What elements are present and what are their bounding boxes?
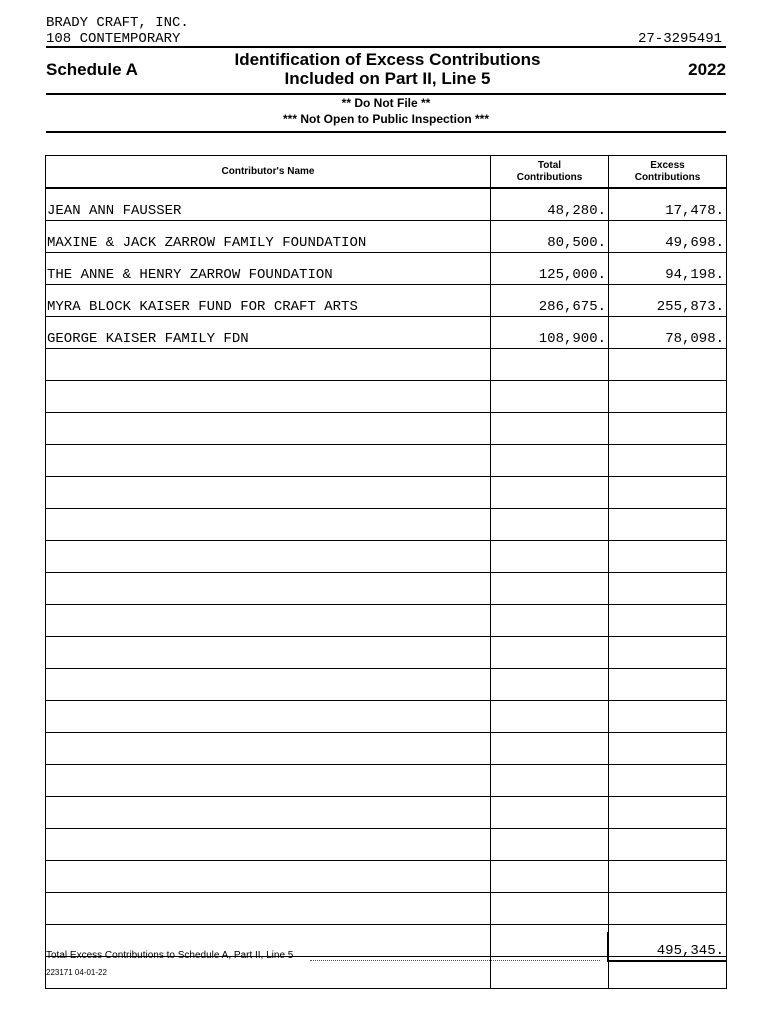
table-row: [46, 637, 727, 669]
table-row: [46, 445, 727, 477]
total-cell: [491, 925, 609, 957]
table-row: [46, 861, 727, 893]
excess-cell: [609, 637, 727, 669]
name-cell: JEAN ANN FAUSSER: [46, 188, 491, 221]
name-cell: [46, 509, 491, 541]
col-header-name: Contributor's Name: [46, 156, 491, 189]
leader-dots: [310, 960, 600, 961]
schedule-label: Schedule A: [46, 60, 138, 79]
excess-cell: [609, 573, 727, 605]
total-cell: 125,000.: [491, 253, 609, 285]
total-cell: 48,280.: [491, 188, 609, 221]
table-row: [46, 381, 727, 413]
total-cell: [491, 637, 609, 669]
tax-year: 2022: [688, 60, 726, 79]
org-line-2: 108 CONTEMPORARY: [46, 31, 181, 47]
total-cell: [491, 477, 609, 509]
excess-cell: [609, 733, 727, 765]
name-cell: [46, 637, 491, 669]
name-cell: [46, 733, 491, 765]
excess-cell: 17,478.: [609, 188, 727, 221]
name-cell: [46, 445, 491, 477]
table-row: [46, 349, 727, 381]
col-header-total: Total Contributions: [491, 156, 609, 189]
notice-line-1: ** Do Not File **: [341, 96, 431, 110]
name-cell: [46, 797, 491, 829]
table-row: [46, 765, 727, 797]
total-label: Total Excess Contributions to Schedule A, Part II, Line 5: [46, 950, 294, 961]
excess-cell: [609, 509, 727, 541]
title-line-2: Included on Part II, Line 5: [284, 69, 491, 88]
name-cell: GEORGE KAISER FAMILY FDN: [46, 317, 491, 349]
total-cell: [491, 509, 609, 541]
table-row: [46, 541, 727, 573]
org-line-1: BRADY CRAFT, INC.: [46, 15, 189, 31]
total-cell: 80,500.: [491, 221, 609, 253]
table-row: [46, 317, 727, 349]
total-cell: [491, 701, 609, 733]
table-header-row: [46, 156, 727, 189]
title-line-1: Identification of Excess Contributions: [234, 50, 541, 69]
total-cell: [491, 893, 609, 925]
total-cell: [491, 541, 609, 573]
name-cell: [46, 957, 491, 989]
name-cell: [46, 477, 491, 509]
table-row: [46, 477, 727, 509]
name-cell: [46, 381, 491, 413]
table-row: [46, 285, 727, 317]
name-cell: MAXINE & JACK ZARROW FAMILY FOUNDATION: [46, 221, 491, 253]
name-cell: [46, 605, 491, 637]
excess-cell: [609, 797, 727, 829]
total-box: [607, 932, 726, 962]
total-cell: [491, 573, 609, 605]
name-cell: [46, 349, 491, 381]
table-row: [46, 253, 727, 285]
notice-divider: [46, 131, 726, 133]
excess-cell: [609, 381, 727, 413]
total-cell: [491, 669, 609, 701]
excess-cell: [609, 669, 727, 701]
table-row: [46, 893, 727, 925]
excess-cell: [609, 861, 727, 893]
ein: 27-3295491: [637, 31, 722, 47]
total-cell: [491, 381, 609, 413]
table-row: [46, 701, 727, 733]
form-title: [200, 50, 575, 88]
table-row: [46, 733, 727, 765]
organization-name: [46, 15, 189, 47]
total-cell: [491, 861, 609, 893]
name-cell: THE ANNE & HENRY ZARROW FOUNDATION: [46, 253, 491, 285]
name-cell: [46, 701, 491, 733]
name-cell: MYRA BLOCK KAISER FUND FOR CRAFT ARTS: [46, 285, 491, 317]
filing-notice: [46, 95, 726, 127]
excess-cell: [609, 541, 727, 573]
excess-cell: [609, 445, 727, 477]
total-cell: [491, 797, 609, 829]
excess-cell: 94,198.: [609, 253, 727, 285]
excess-cell: [609, 605, 727, 637]
table-row: [46, 221, 727, 253]
name-cell: [46, 541, 491, 573]
total-cell: [491, 829, 609, 861]
excess-cell: [609, 893, 727, 925]
name-cell: [46, 893, 491, 925]
table-row: [46, 669, 727, 701]
table-row: [46, 797, 727, 829]
total-cell: 286,675.: [491, 285, 609, 317]
excess-cell: [609, 413, 727, 445]
excess-cell: [609, 765, 727, 797]
excess-cell: [609, 829, 727, 861]
total-cell: [491, 957, 609, 989]
excess-cell: 255,873.: [609, 285, 727, 317]
name-cell: [46, 413, 491, 445]
top-divider: [46, 46, 726, 48]
total-cell: [491, 349, 609, 381]
name-cell: [46, 829, 491, 861]
col-header-excess: Excess Contributions: [609, 156, 727, 189]
table-row: [46, 605, 727, 637]
table-row: [46, 509, 727, 541]
table-row: [46, 829, 727, 861]
excess-cell: 49,698.: [609, 221, 727, 253]
excess-cell: [609, 349, 727, 381]
total-cell: [491, 445, 609, 477]
table-row: [46, 573, 727, 605]
excess-cell: 78,098.: [609, 317, 727, 349]
total-cell: [491, 413, 609, 445]
excess-cell: [609, 701, 727, 733]
notice-line-2: *** Not Open to Public Inspection ***: [282, 112, 490, 126]
name-cell: [46, 573, 491, 605]
contributions-table: [45, 155, 727, 989]
form-code: 223171 04-01-22: [46, 968, 107, 977]
name-cell: [46, 765, 491, 797]
table-row: [46, 188, 727, 221]
total-cell: [491, 733, 609, 765]
total-value: 495,345.: [656, 943, 724, 959]
excess-cell: [609, 477, 727, 509]
name-cell: [46, 861, 491, 893]
total-cell: [491, 765, 609, 797]
table-row: [46, 413, 727, 445]
name-cell: [46, 669, 491, 701]
total-cell: 108,900.: [491, 317, 609, 349]
total-cell: [491, 605, 609, 637]
